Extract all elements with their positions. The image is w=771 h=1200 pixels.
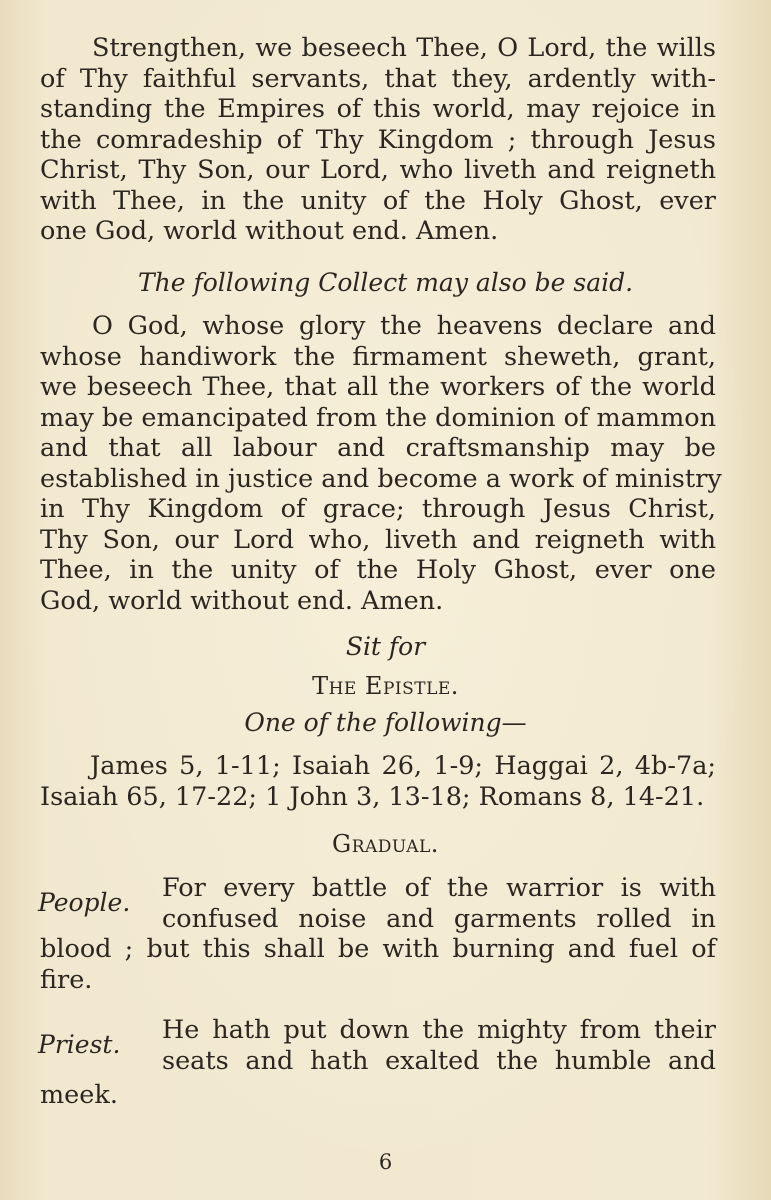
gradual-priest-verse-cont [40, 1080, 716, 1111]
collect-paragraph [40, 33, 716, 247]
alternate-collect-paragraph [40, 311, 722, 616]
speaker-people: People. [38, 888, 131, 917]
collect-line: with Thee, in the unity of the Holy Ghost, ever [40, 185, 716, 216]
alternate-collect-line: God, world without end. Amen. [40, 585, 444, 616]
heading-epistle: The Epistle. [312, 672, 459, 700]
verse-line: For every battle of the warrior is with [162, 873, 716, 903]
collect-line: of Thy faithful servants, that they, ardently with- [40, 63, 716, 94]
collect-line: standing the Empires of this world, may rejoice in [40, 94, 716, 124]
reading-line: James 5, 1-11; Isaiah 26, 1-9; Haggai 2, 4b-7a; [90, 751, 716, 781]
collect-line: the comradeship of Thy Kingdom ; through Jesus [40, 124, 716, 155]
alternate-collect-line: Thy Son, our Lord who, liveth and reigneth with [40, 524, 716, 555]
verse-line: confused noise and garments rolled in [162, 903, 716, 934]
alternate-collect-line: whose handiwork the firmament sheweth, grant, [40, 341, 716, 372]
alternate-collect-line: and that all labour and craftsmanship may be [40, 433, 716, 463]
rubric-collect: The following Collect may also be said. [137, 268, 634, 297]
gradual-priest-verse [162, 1015, 716, 1076]
heading-gradual: Gradual. [332, 830, 439, 858]
alternate-collect-line: in Thy Kingdom of grace; through Jesus Christ, [40, 494, 716, 524]
verse-line: fire. [40, 964, 93, 995]
collect-line: Christ, Thy Son, our Lord, who liveth and reigneth [40, 155, 716, 185]
alternate-collect-line: established in justice and become a work of ministry [40, 463, 722, 494]
readings-list [40, 751, 716, 812]
speaker-priest: Priest. [38, 1030, 121, 1059]
verse-line: seats and hath exalted the humble and [162, 1045, 716, 1076]
rubric-sit-for: Sit for [345, 632, 426, 661]
alternate-collect-line: O God, whose glory the heavens declare and [92, 311, 716, 341]
alternate-collect-line: may be emancipated from the dominion of mammon [40, 402, 717, 433]
reading-line: Isaiah 65, 17-22; 1 John 3, 13-18; Romans 8, 14-21. [40, 781, 705, 812]
verse-line: blood ; but this shall be with burning and fuel of [40, 934, 716, 964]
verse-line: meek. [40, 1080, 118, 1110]
collect-line: Strengthen, we beseech Thee, O Lord, the wills [92, 33, 716, 63]
alternate-collect-line: Thee, in the unity of the Holy Ghost, ever one [40, 555, 716, 585]
collect-line: one God, world without end. Amen. [40, 216, 499, 246]
rubric-one-of-following: One of the following— [244, 708, 527, 737]
alternate-collect-line: we beseech Thee, that all the workers of the world [40, 372, 716, 402]
gradual-people-verse [162, 873, 716, 934]
page-number: 6 [378, 1150, 393, 1174]
gradual-people-verse-cont [40, 934, 716, 995]
verse-line: He hath put down the mighty from their [162, 1015, 716, 1045]
